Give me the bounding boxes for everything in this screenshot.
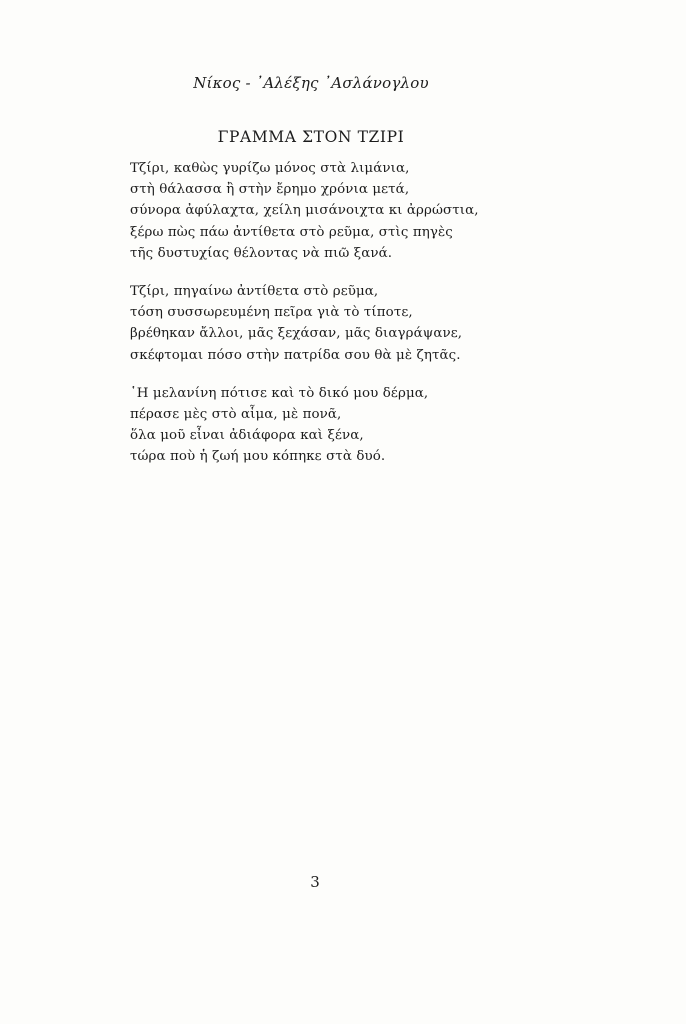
- stanza-1: [130, 158, 550, 264]
- page-number: 3: [310, 873, 320, 891]
- poem-body: [130, 158, 550, 485]
- poem-line: σκέφτομαι πόσο στὴν πατρίδα σου θὰ μὲ ζητᾶς.: [130, 347, 461, 363]
- poem-line: Τζίρι, πηγαίνω ἀντίθετα στὸ ρεῦμα,: [130, 284, 379, 300]
- poem-line: βρέθηκαν ἄλλοι, μᾶς ξεχάσαν, μᾶς διαγράψανε,: [130, 326, 463, 342]
- poem-line: πέρασε μὲς στὸ αἷμα, μὲ πονᾶ,: [130, 407, 342, 423]
- poem-line: ξέρω πὼς πάω ἀντίθετα στὸ ρεῦμα, στὶς πηγὲς: [130, 224, 453, 240]
- poem-line: στὴ θάλασσα ἢ στὴν ἔρημο χρόνια μετά,: [130, 182, 410, 198]
- poem-line: σύνορα ἀφύλαχτα, χείλη μισάνοιχτα κι ἀρρώστια,: [130, 203, 479, 219]
- poem-line: τῆς δυστυχίας θέλοντας νὰ πιῶ ξανά.: [130, 245, 393, 261]
- poem-line: ῾Η μελανίνη πότισε καὶ τὸ δικό μου δέρμα,: [130, 385, 429, 401]
- poem-line: τώρα ποὺ ἡ ζωή μου κόπηκε στὰ δυό.: [130, 449, 386, 465]
- stanza-2: [130, 281, 550, 366]
- author-name: Νίκος - ᾿Αλέξης ᾿Ασλάνογλου: [193, 74, 429, 92]
- poem-line: τόση συσσωρευμένη πεῖρα γιὰ τὸ τίποτε,: [130, 305, 413, 321]
- stanza-3: [130, 383, 550, 468]
- poem-line: ὅλα μοῦ εἶναι ἀδιάφορα καὶ ξένα,: [130, 428, 364, 444]
- poem-title: ΓΡΑΜΜΑ ΣΤΟΝ ΤΖΙΡΙ: [217, 128, 405, 146]
- poem-line: Τζίρι, καθὼς γυρίζω μόνος στὰ λιμάνια,: [130, 161, 410, 176]
